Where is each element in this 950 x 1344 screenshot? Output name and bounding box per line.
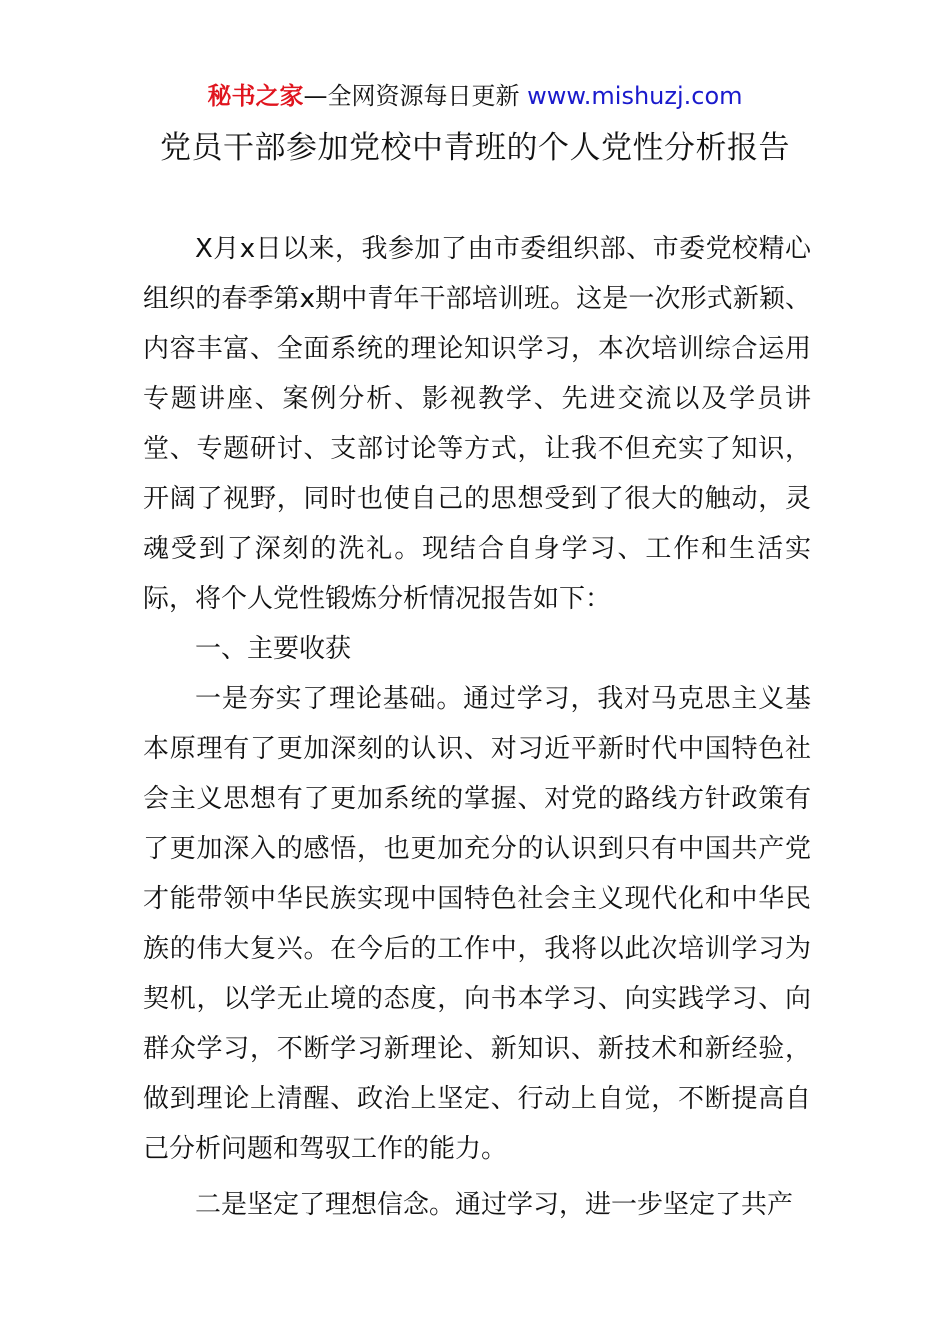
paragraph-belief: 二是坚定了理想信念。通过学习，进一步坚定了共产 [195,1190,794,1220]
document-title: 党员干部参加党校中青班的个人党性分析报告 [160,130,790,166]
site-url: www.mishuzj.com [527,82,743,110]
paragraph-theory: 一是夯实了理论基础。通过学习，我对马克思主义基本原理有了更加深刻的认识、对习近平新时代中国特色社会主义思想有了更加系统的掌握、对党的路线方针政策有了更加深入的感悟，也更加充分的认识到只有中国共产党才能带领中华民族实现中国特色社会主义现代化和中华民族的伟大复兴。在今后的工作中，我将以此次培训学习为契机，以学无止境的态度，向书本学习、向实践学习、向群众学习，不断学习新理论、新知识、新技术和新经验，做到理论上清醒、政治上坚定、行动上自觉，不断提高自己分析问题和驾驭工作的能力。 [143,684,811,1164]
site-brand: 秘书之家 [207,82,304,110]
site-header [0,80,950,112]
section-heading-main-gains: 一、主要收获 [195,634,352,664]
document-body [143,224,811,1230]
site-tagline: —全网资源每日更新 [303,82,528,110]
paragraph-intro: X月x日以来，我参加了由市委组织部、市委党校精心组织的春季第x期中青年干部培训班。这是一次形式新颖、内容丰富、全面系统的理论知识学习，本次培训综合运用专题讲座、案例分析、影视教学、先进交流以及学员讲堂、专题研讨、支部讨论等方式，让我不但充实了知识，开阔了视野，同时也使自己的思想受到了很大的触动，灵魂受到了深刻的洗礼。现结合自身学习、工作和生活实际，将个人党性锻炼分析情况报告如下： [143,234,811,614]
